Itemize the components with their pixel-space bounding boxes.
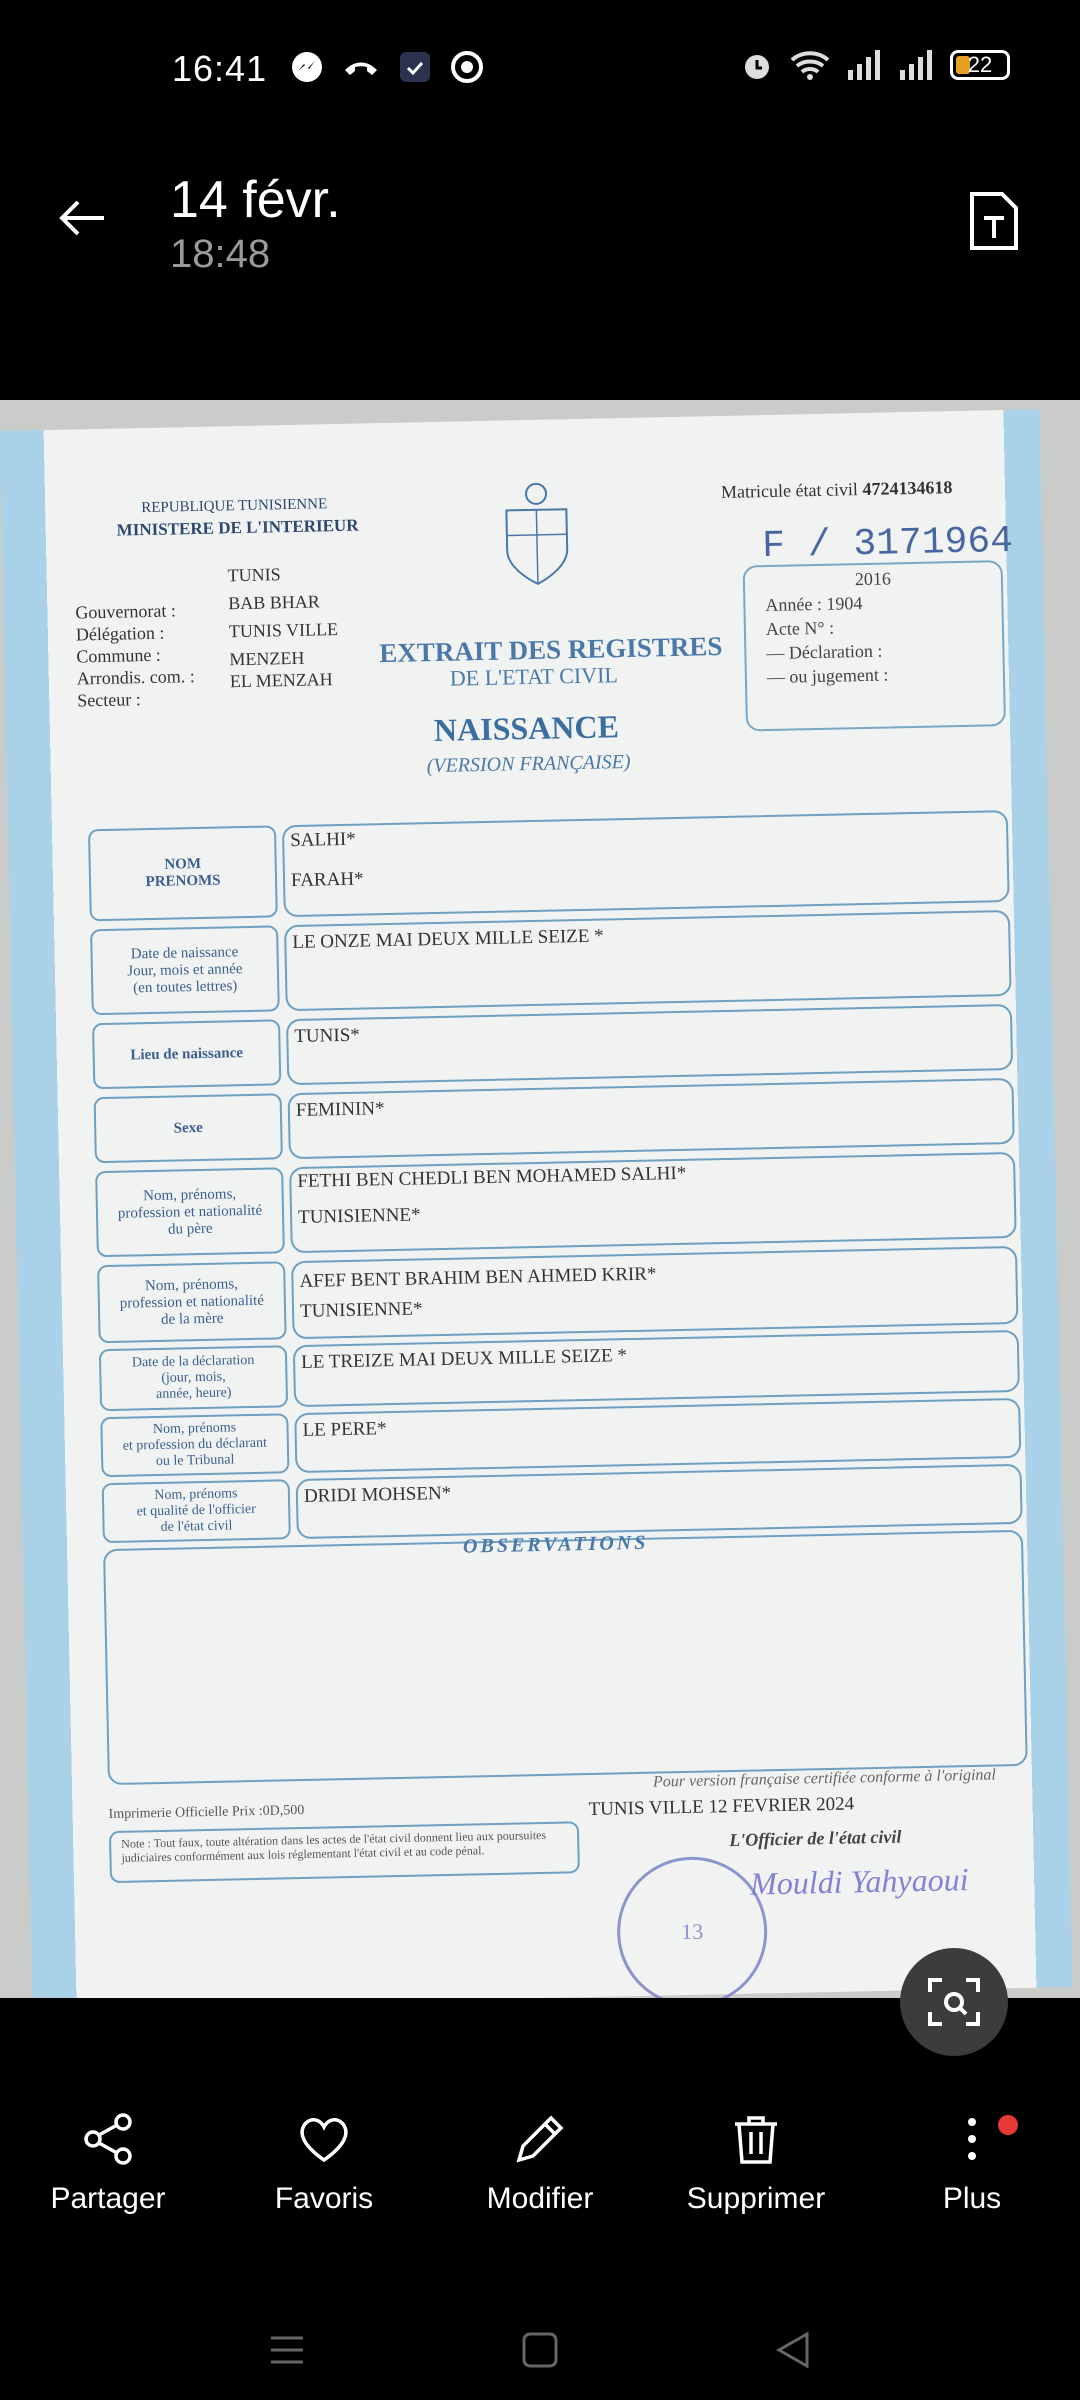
wifi-icon (790, 48, 830, 82)
officier-text: L'Officier de l'état civil (729, 1826, 902, 1851)
title-naissance: NAISSANCE (433, 708, 620, 749)
value-arrondis: MENZEH (229, 647, 305, 670)
note-box: Note : Tout faux, toute altération dans les actes de l'état civil donnent lieu aux poursuites judiciaires conformément aux lois réglementant l'état civil et au code pénal. (109, 1821, 580, 1883)
row-officier (102, 1464, 1023, 1543)
admin-labels (75, 599, 195, 711)
f-number: F / 3171964 (761, 519, 1014, 569)
status-bar (0, 0, 1080, 140)
value-secteur: EL MENZAH (229, 669, 333, 692)
label-gouvernorat: Gouvernorat : (75, 600, 177, 623)
label-commune: Commune : (76, 644, 162, 667)
republique-text: REPUBLIQUE TUNISIENNE (141, 496, 328, 517)
system-icons (740, 48, 1010, 82)
row-label: NOM PRENOMS (88, 825, 278, 921)
share-label: Partager (50, 2182, 166, 2215)
row-label: Nom, prénoms et profession du déclarant ou le Tribunal (100, 1413, 289, 1477)
observations-box (103, 1530, 1028, 1785)
edit-label: Modifier (486, 2182, 594, 2215)
home-nav-icon[interactable] (520, 2330, 560, 2370)
title-etat-civil: DE L'ETAT CIVIL (449, 662, 619, 691)
row-value: TUNIS* (286, 1004, 1013, 1085)
matricule-label: Matricule état civil (720, 479, 859, 502)
tunisia-emblem-icon (496, 479, 578, 591)
annee-value: 2016 (854, 568, 892, 590)
row-value: AFEF BENT BRAHIM BEN AHMED KRIR* TUNISIENNE* (291, 1246, 1018, 1339)
title-extrait: EXTRAIT DES REGISTRES (379, 630, 723, 669)
battery-icon (950, 50, 1010, 80)
conforme-text: Pour version française certifiée conforme à l'original (652, 1766, 997, 1791)
official-stamp: 13 (616, 1855, 769, 1998)
row-label: Nom, prénoms et qualité de l'officier de l'état civil (102, 1479, 291, 1543)
row-nom-prenoms (88, 810, 1010, 921)
more-label: Plus (942, 2182, 1002, 2215)
calendar-icon (398, 50, 432, 84)
row-label: Lieu de naissance (92, 1019, 281, 1089)
lieu-date-text: TUNIS VILLE 12 FEVRIER 2024 (588, 1793, 855, 1821)
label-secteur: Secteur : (77, 689, 141, 711)
notification-dot (998, 2115, 1018, 2135)
menu-nav-icon[interactable] (267, 2330, 307, 2370)
messenger-icon (290, 50, 324, 84)
alarm-icon (740, 48, 774, 82)
admin-values (227, 562, 339, 692)
birth-certificate-document (0, 409, 1072, 1998)
app-bar (0, 160, 1080, 300)
row-date-declaration (99, 1330, 1020, 1411)
declaration-label: — Déclaration : (766, 640, 883, 664)
imprimerie-text: Imprimerie Officielle Prix :0D,500 (108, 1802, 305, 1823)
row-declarant (100, 1398, 1021, 1477)
row-pere (95, 1152, 1017, 1257)
system-nav-bar (0, 2310, 1080, 2390)
notification-icons (290, 50, 484, 84)
row-label: Nom, prénoms, profession et nationalité du père (95, 1167, 285, 1257)
status-time: 16:41 (172, 48, 268, 89)
value-delegation: BAB BHAR (228, 591, 320, 614)
delete-button[interactable] (648, 2110, 864, 2260)
acte-box (743, 560, 1006, 731)
pencil-icon (511, 2110, 569, 2168)
matricule (721, 477, 953, 503)
ministere-text: MINISTERE DE L'INTERIEUR (116, 515, 359, 540)
back-nav-icon[interactable] (773, 2330, 813, 2370)
row-lieu-naissance (92, 1004, 1013, 1089)
value-commune: TUNIS VILLE (228, 619, 339, 642)
favorites-button[interactable] (216, 2110, 432, 2260)
acte-label: Acte N° : (765, 617, 835, 640)
annee-num: 1904 (826, 593, 863, 614)
missed-call-icon (342, 50, 380, 84)
row-label: Nom, prénoms, profession et nationalité de la mère (97, 1261, 287, 1343)
value-gouvernorat: TUNIS (227, 564, 281, 586)
label-arrondis: Arrondis. com. : (76, 666, 195, 689)
annee-label: Année : (765, 593, 823, 616)
delete-label: Supprimer (686, 2182, 826, 2215)
row-value: LE ONZE MAI DEUX MILLE SEIZE * (284, 910, 1012, 1011)
photo-date: 14 févr. (170, 171, 341, 229)
row-value: SALHI* FARAH* (282, 810, 1010, 917)
signal-icon (846, 48, 882, 82)
row-value: LE TREIZE MAI DEUX MILLE SEIZE * (293, 1330, 1020, 1407)
edit-button[interactable] (432, 2110, 648, 2260)
row-value: LE PERE* (294, 1398, 1021, 1473)
label-delegation: Délégation : (75, 622, 165, 645)
share-icon (79, 2110, 137, 2168)
photo-time: 18:48 (170, 232, 271, 276)
signal-icon (898, 48, 934, 82)
heart-icon (295, 2110, 353, 2168)
row-label: Sexe (94, 1093, 283, 1163)
photo-viewer[interactable] (0, 400, 1080, 1998)
share-button[interactable] (0, 2110, 216, 2260)
row-mere (97, 1246, 1018, 1343)
text-recognition-icon[interactable] (966, 190, 1022, 252)
row-label: Date de naissance Jour, mois et année (en toutes lettres) (90, 925, 280, 1015)
more-vertical-icon (943, 2110, 1001, 2168)
observations-title: OBSERVATIONS (462, 1531, 649, 1558)
title-version: (VERSION FRANÇAISE) (426, 750, 631, 778)
jugement-label: — ou jugement : (766, 664, 889, 688)
row-value: FETHI BEN CHEDLI BEN MOHAMED SALHI* TUNISIENNE* (289, 1152, 1017, 1253)
row-date-naissance (90, 910, 1012, 1015)
favorites-label: Favoris (274, 2182, 374, 2215)
bottom-action-bar (0, 2110, 1080, 2260)
row-value: FEMININ* (288, 1078, 1015, 1159)
row-value: DRIDI MOHSEN* (296, 1464, 1023, 1539)
back-arrow-icon[interactable] (52, 188, 112, 248)
trash-icon (727, 2110, 785, 2168)
row-sexe (94, 1078, 1015, 1163)
row-label: Date de la déclaration (jour, mois, année, heure) (99, 1345, 288, 1411)
lens-scan-button[interactable] (900, 1948, 1008, 2056)
matricule-value: 4724134618 (862, 477, 953, 500)
chrome-icon (450, 50, 484, 84)
more-button[interactable] (864, 2110, 1080, 2260)
scan-icon (924, 1972, 984, 2032)
signature: Mouldi Yahyaoui (749, 1861, 969, 1902)
battery-level: 22 (967, 52, 993, 77)
